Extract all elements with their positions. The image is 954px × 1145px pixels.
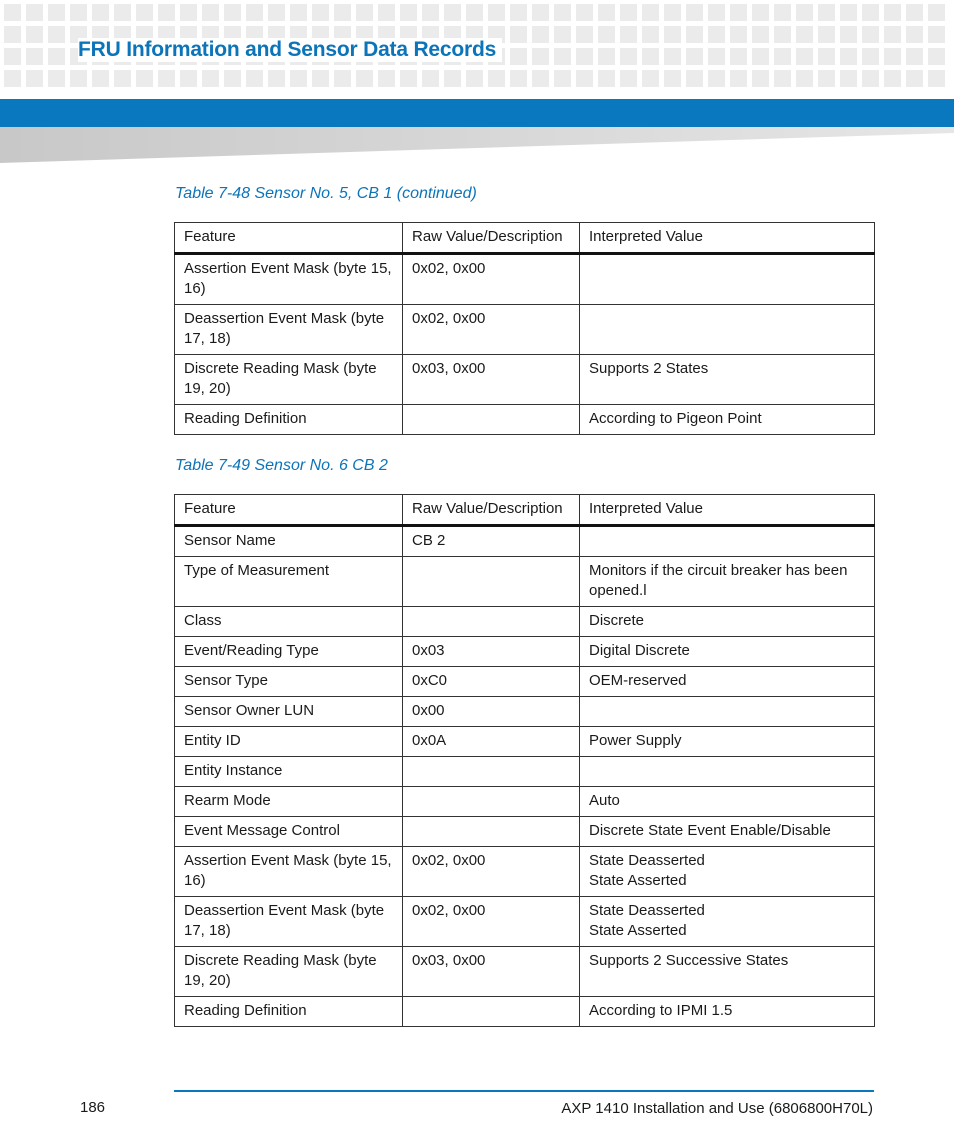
cell-feature-text: 16) [184, 872, 206, 889]
header-tile [686, 70, 703, 87]
cell-interpreted-value [580, 817, 875, 847]
cell-feature [175, 355, 403, 405]
cell-interpreted-value [580, 305, 875, 355]
header-tile [884, 70, 901, 87]
header-tile [48, 4, 65, 21]
table-row [175, 787, 875, 817]
header-tile [576, 26, 593, 43]
header-tile [730, 26, 747, 43]
cell-feature-text: 17, 18) [184, 330, 231, 347]
header-tile [466, 70, 483, 87]
header-tile [752, 4, 769, 21]
column-header-interpreted-value: Interpreted Value [580, 223, 875, 254]
cell-feature-text: Deassertion Event Mask (byte [184, 902, 385, 919]
cell-raw-value: 0x03, 0x00 [403, 947, 580, 997]
header-tile [224, 4, 241, 21]
header-tile [92, 4, 109, 21]
table-49-body [175, 526, 875, 1027]
header-tile [4, 4, 21, 21]
cell-interpreted-text: State Deasserted [589, 852, 705, 869]
table-row [175, 254, 875, 305]
cell-feature-text: 19, 20) [184, 972, 231, 989]
sensor-table-48 [174, 222, 875, 435]
header-tile [26, 48, 43, 65]
page-number: 186 [80, 1099, 106, 1116]
cell-feature-text: Entity ID [184, 732, 241, 749]
page-title: FRU Information and Sensor Data Records [78, 38, 502, 62]
table-row [175, 667, 875, 697]
header-tile [664, 26, 681, 43]
cell-feature-text: 16) [184, 280, 206, 297]
header-tile [26, 70, 43, 87]
header-tile [730, 4, 747, 21]
cell-interpreted-value [580, 667, 875, 697]
header-tile [884, 26, 901, 43]
document-reference: AXP 1410 Installation and Use (6806800H70L) [561, 1100, 873, 1117]
header-tile [532, 4, 549, 21]
cell-feature-text: Discrete Reading Mask (byte [184, 952, 377, 969]
footer-rule [174, 1090, 874, 1092]
header-tile [246, 70, 263, 87]
header-tile [906, 70, 923, 87]
cell-interpreted-value [580, 897, 875, 947]
header-tile [378, 70, 395, 87]
cell-feature [175, 847, 403, 897]
cell-interpreted-text: According to Pigeon Point [589, 410, 762, 427]
cell-interpreted-value [580, 757, 875, 787]
header-tile [378, 4, 395, 21]
header-tile [180, 4, 197, 21]
header-tile [48, 48, 65, 65]
cell-interpreted-text: Monitors if the circuit breaker has been [589, 562, 848, 579]
header-tile [774, 70, 791, 87]
header-blue-bar [0, 99, 954, 127]
header-tile [774, 4, 791, 21]
cell-feature-text: Assertion Event Mask (byte 15, [184, 852, 392, 869]
header-tile [576, 48, 593, 65]
cell-feature-text: Rearm Mode [184, 792, 271, 809]
cell-interpreted-text: State Deasserted [589, 902, 705, 919]
header-tile [708, 70, 725, 87]
cell-feature-text: Sensor Owner LUN [184, 702, 315, 719]
header-tile [620, 48, 637, 65]
header-tile [642, 4, 659, 21]
header-tile [554, 70, 571, 87]
cell-raw-value: 0x00 [403, 697, 580, 727]
table-row [175, 607, 875, 637]
header-tile [488, 4, 505, 21]
header-tile [356, 4, 373, 21]
header-tile [928, 26, 945, 43]
cell-interpreted-text: OEM-reserved [589, 672, 687, 689]
cell-feature [175, 997, 403, 1027]
header-tile [796, 70, 813, 87]
header-tile [224, 70, 241, 87]
cell-raw-value: 0x02, 0x00 [403, 847, 580, 897]
cell-interpreted-text: Supports 2 Successive States [589, 952, 789, 969]
table-header-row [175, 223, 875, 254]
cell-interpreted-value [580, 405, 875, 435]
header-tile [4, 70, 21, 87]
header-tile [268, 70, 285, 87]
header-tile [774, 26, 791, 43]
header-tile [70, 70, 87, 87]
cell-interpreted-text: Digital Discrete [589, 642, 690, 659]
header-tile [840, 48, 857, 65]
cell-feature [175, 817, 403, 847]
cell-feature [175, 667, 403, 697]
header-tile [928, 48, 945, 65]
header-tile [862, 26, 879, 43]
header-tile [906, 26, 923, 43]
header-tile [818, 4, 835, 21]
header-tile [444, 70, 461, 87]
cell-feature [175, 757, 403, 787]
header-tile [752, 26, 769, 43]
header-tile [686, 48, 703, 65]
header-tile [862, 70, 879, 87]
header-tile [532, 70, 549, 87]
cell-interpreted-text: opened.l [589, 582, 647, 599]
cell-feature-text: Event/Reading Type [184, 642, 319, 659]
header-tile [290, 4, 307, 21]
header-tile [136, 4, 153, 21]
header-tile [752, 70, 769, 87]
header-tile [796, 48, 813, 65]
header-tile [202, 4, 219, 21]
header-tile [532, 48, 549, 65]
cell-raw-value: 0x02, 0x00 [403, 897, 580, 947]
cell-interpreted-value [580, 847, 875, 897]
header-tile [708, 4, 725, 21]
header-tile [576, 4, 593, 21]
cell-feature [175, 727, 403, 757]
table-row [175, 637, 875, 667]
cell-interpreted-text: Discrete [589, 612, 645, 629]
header-tile [642, 26, 659, 43]
header-tile [422, 4, 439, 21]
cell-feature-text: Type of Measurement [184, 562, 330, 579]
header-tile [312, 70, 329, 87]
header-tile [510, 70, 527, 87]
header-tile [840, 26, 857, 43]
header-tile [686, 26, 703, 43]
cell-feature [175, 947, 403, 997]
header-tile [466, 4, 483, 21]
header-tile [444, 4, 461, 21]
cell-feature-text: 17, 18) [184, 922, 231, 939]
table-row [175, 897, 875, 947]
header-tile [158, 4, 175, 21]
header-tile [664, 70, 681, 87]
cell-feature [175, 305, 403, 355]
header-tile [576, 70, 593, 87]
cell-feature-text: Deassertion Event Mask (byte [184, 310, 385, 327]
header-tile [708, 26, 725, 43]
cell-interpreted-value [580, 254, 875, 305]
cell-raw-value: 0x0A [403, 727, 580, 757]
cell-feature [175, 787, 403, 817]
cell-feature [175, 697, 403, 727]
cell-raw-value [403, 557, 580, 607]
header-tile [906, 48, 923, 65]
cell-interpreted-text: Auto [589, 792, 620, 809]
header-tile [664, 48, 681, 65]
cell-interpreted-text: State Asserted [589, 922, 687, 939]
header-tile [26, 4, 43, 21]
cell-raw-value [403, 405, 580, 435]
header-tile [928, 70, 945, 87]
cell-feature-text: 19, 20) [184, 380, 231, 397]
header-tile [312, 4, 329, 21]
header-tile [642, 48, 659, 65]
header-tile [180, 70, 197, 87]
cell-feature-text: Assertion Event Mask (byte 15, [184, 260, 392, 277]
header-tile [4, 26, 21, 43]
column-header-raw-value: Raw Value/Description [403, 495, 580, 526]
header-tile [906, 4, 923, 21]
cell-interpreted-value [580, 787, 875, 817]
table-header-row [175, 495, 875, 526]
header-tile [488, 70, 505, 87]
cell-feature-text: Reading Definition [184, 1002, 307, 1019]
header-tile [620, 70, 637, 87]
cell-raw-value [403, 997, 580, 1027]
cell-feature-text: Event Message Control [184, 822, 340, 839]
cell-interpreted-value [580, 727, 875, 757]
header-tile [554, 26, 571, 43]
table-row [175, 757, 875, 787]
header-tile [840, 70, 857, 87]
cell-raw-value: 0x02, 0x00 [403, 254, 580, 305]
cell-feature-text: Discrete Reading Mask (byte [184, 360, 377, 377]
header-tile [356, 70, 373, 87]
column-header-feature: Feature [175, 495, 403, 526]
cell-raw-value: 0x02, 0x00 [403, 305, 580, 355]
cell-interpreted-value [580, 947, 875, 997]
cell-interpreted-value [580, 557, 875, 607]
table-row [175, 697, 875, 727]
header-tile [554, 4, 571, 21]
header-tile [862, 48, 879, 65]
header-tile [422, 70, 439, 87]
header-tile [532, 26, 549, 43]
cell-feature-text: Class [184, 612, 222, 629]
sensor-table-49 [174, 494, 875, 1027]
header-tile [290, 70, 307, 87]
header-tile [620, 4, 637, 21]
header-tile [642, 70, 659, 87]
header-tile [70, 4, 87, 21]
table-49-caption: Table 7-49 Sensor No. 6 CB 2 [175, 457, 388, 474]
cell-feature [175, 637, 403, 667]
header-tile [708, 48, 725, 65]
cell-interpreted-text: Power Supply [589, 732, 682, 749]
header-tile [510, 48, 527, 65]
header-tile [664, 4, 681, 21]
cell-interpreted-text: According to IPMI 1.5 [589, 1002, 733, 1019]
header-tile [158, 70, 175, 87]
cell-interpreted-value [580, 997, 875, 1027]
header-tile [4, 48, 21, 65]
header-tile [840, 4, 857, 21]
cell-interpreted-text: Supports 2 States [589, 360, 709, 377]
table-row [175, 817, 875, 847]
header-tile [796, 4, 813, 21]
header-tile [48, 70, 65, 87]
cell-feature-text: Sensor Name [184, 532, 276, 549]
header-tile [400, 70, 417, 87]
cell-feature [175, 405, 403, 435]
cell-interpreted-value [580, 355, 875, 405]
header-tile [862, 4, 879, 21]
cell-feature [175, 254, 403, 305]
header-tile [510, 26, 527, 43]
header-tile [136, 70, 153, 87]
column-header-feature: Feature [175, 223, 403, 254]
header-tile [510, 4, 527, 21]
cell-interpreted-value [580, 607, 875, 637]
header-tile [92, 70, 109, 87]
header-tile [928, 4, 945, 21]
header-tile [598, 4, 615, 21]
table-row [175, 847, 875, 897]
cell-feature-text: Sensor Type [184, 672, 268, 689]
header-tile [202, 70, 219, 87]
table-48-caption: Table 7-48 Sensor No. 5, CB 1 (continued) [175, 185, 477, 202]
cell-raw-value: 0xC0 [403, 667, 580, 697]
header-tile [730, 48, 747, 65]
cell-raw-value: 0x03, 0x00 [403, 355, 580, 405]
header-tile [752, 48, 769, 65]
header-tile [598, 48, 615, 65]
cell-feature-text: Entity Instance [184, 762, 283, 779]
header-tile [114, 70, 131, 87]
header-tile [400, 4, 417, 21]
header-tile [246, 4, 263, 21]
cell-interpreted-value [580, 637, 875, 667]
header-tile [796, 26, 813, 43]
header-tile [114, 4, 131, 21]
cell-feature-text: Reading Definition [184, 410, 307, 427]
header-tile [884, 48, 901, 65]
table-row [175, 405, 875, 435]
header-tile [48, 26, 65, 43]
table-row [175, 305, 875, 355]
cell-feature [175, 557, 403, 607]
header-tile [620, 26, 637, 43]
header-tile [884, 4, 901, 21]
cell-interpreted-value [580, 697, 875, 727]
header-tile [598, 26, 615, 43]
table-row [175, 526, 875, 557]
header-tile [334, 4, 351, 21]
header-tile [730, 70, 747, 87]
cell-feature [175, 607, 403, 637]
cell-raw-value: CB 2 [403, 526, 580, 557]
header-tile [334, 70, 351, 87]
column-header-raw-value: Raw Value/Description [403, 223, 580, 254]
header-tile [268, 4, 285, 21]
cell-raw-value [403, 757, 580, 787]
cell-feature [175, 897, 403, 947]
header-tile [554, 48, 571, 65]
header-tile [774, 48, 791, 65]
header-tile [598, 70, 615, 87]
cell-feature [175, 526, 403, 557]
table-row [175, 727, 875, 757]
header-gray-wedge [0, 127, 954, 163]
cell-interpreted-value [580, 526, 875, 557]
table-row [175, 355, 875, 405]
cell-raw-value: 0x03 [403, 637, 580, 667]
header-tile [818, 26, 835, 43]
cell-interpreted-text: State Asserted [589, 872, 687, 889]
header-tile [686, 4, 703, 21]
table-row [175, 947, 875, 997]
header-tile [818, 48, 835, 65]
table-row [175, 997, 875, 1027]
cell-interpreted-text: Discrete State Event Enable/Disable [589, 822, 831, 839]
table-row [175, 557, 875, 607]
header-tile [818, 70, 835, 87]
table-48-body [175, 254, 875, 435]
cell-raw-value [403, 787, 580, 817]
cell-raw-value [403, 817, 580, 847]
cell-raw-value [403, 607, 580, 637]
column-header-interpreted-value: Interpreted Value [580, 495, 875, 526]
header-tile [26, 26, 43, 43]
